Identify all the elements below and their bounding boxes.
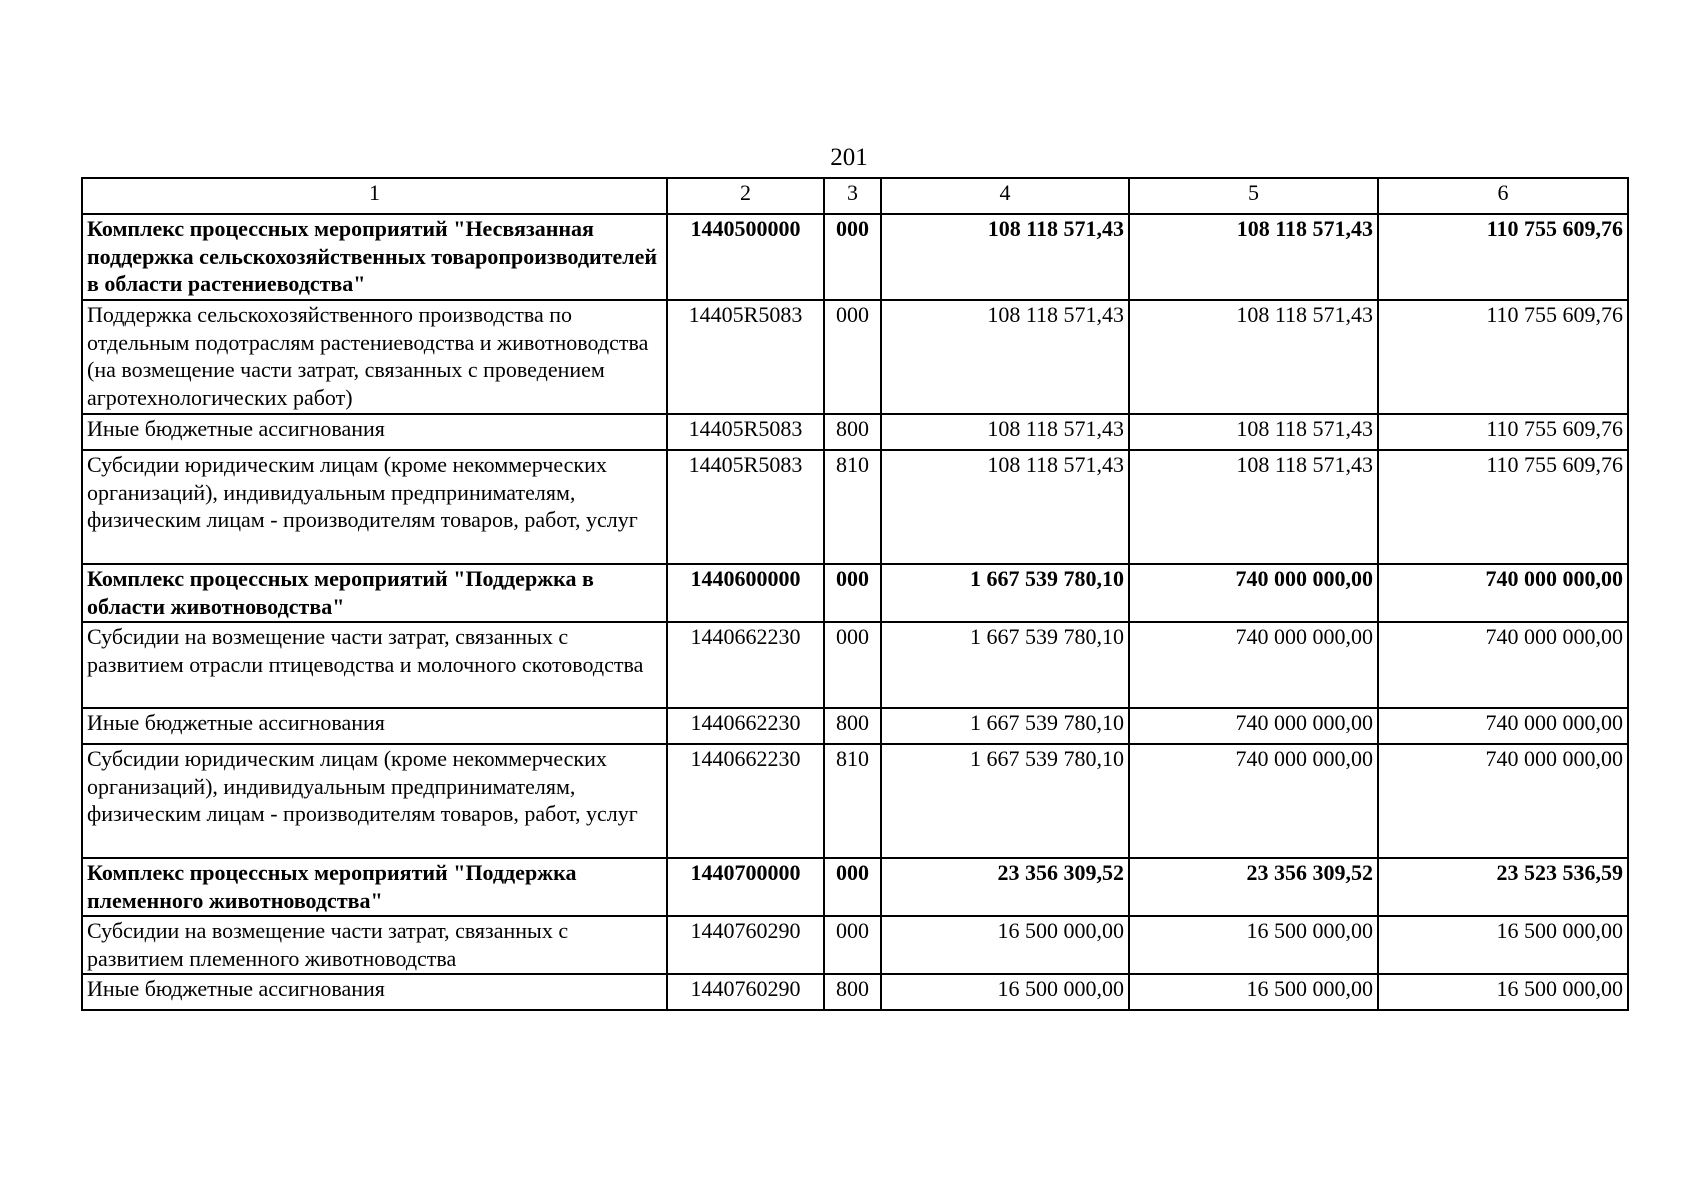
row-code: 1440662230 <box>667 744 824 858</box>
table-row <box>82 858 1628 916</box>
row-name: Иные бюджетные ассигнования <box>82 414 667 450</box>
header-cell-2: 2 <box>667 178 824 214</box>
row-code: 1440662230 <box>667 708 824 744</box>
row-code: 14405R5083 <box>667 450 824 564</box>
row-value-4: 16 500 000,00 <box>881 974 1129 1010</box>
row-kind: 800 <box>824 708 881 744</box>
row-code: 1440662230 <box>667 622 824 708</box>
row-code: 14405R5083 <box>667 414 824 450</box>
table-row <box>82 974 1628 1010</box>
row-value-4: 23 356 309,52 <box>881 858 1129 916</box>
row-value-4: 1 667 539 780,10 <box>881 744 1129 858</box>
table-row <box>82 214 1628 300</box>
row-code: 1440760290 <box>667 916 824 974</box>
row-kind: 000 <box>824 622 881 708</box>
row-value-4: 1 667 539 780,10 <box>881 708 1129 744</box>
header-row <box>82 178 1628 214</box>
row-value-6: 740 000 000,00 <box>1378 564 1628 622</box>
row-value-6: 110 755 609,76 <box>1378 450 1628 564</box>
page-number: 201 <box>830 144 868 171</box>
row-name: Субсидии на возмещение части затрат, связанных с развитием отрасли птицеводства и молочного скотоводства <box>82 622 667 708</box>
row-name: Иные бюджетные ассигнования <box>82 708 667 744</box>
row-name: Субсидии юридическим лицам (кроме некоммерческих организаций), индивидуальным предпринимателям, физическим лицам - производителям товаров, работ, услуг <box>82 744 667 858</box>
table-row <box>82 744 1628 858</box>
row-code: 1440500000 <box>667 214 824 300</box>
row-kind: 810 <box>824 450 881 564</box>
row-kind: 000 <box>824 916 881 974</box>
table-row <box>82 450 1628 564</box>
row-code: 14405R5083 <box>667 300 824 414</box>
row-value-5: 740 000 000,00 <box>1129 564 1378 622</box>
table-row <box>82 300 1628 414</box>
row-kind: 800 <box>824 414 881 450</box>
row-value-4: 16 500 000,00 <box>881 916 1129 974</box>
row-value-5: 23 356 309,52 <box>1129 858 1378 916</box>
row-kind: 000 <box>824 858 881 916</box>
row-value-6: 110 755 609,76 <box>1378 300 1628 414</box>
row-value-5: 740 000 000,00 <box>1129 744 1378 858</box>
row-value-6: 16 500 000,00 <box>1378 974 1628 1010</box>
row-value-6: 110 755 609,76 <box>1378 214 1628 300</box>
header-cell-5: 5 <box>1129 178 1378 214</box>
row-kind: 000 <box>824 300 881 414</box>
table-row <box>82 564 1628 622</box>
row-value-5: 16 500 000,00 <box>1129 974 1378 1010</box>
row-name: Субсидии на возмещение части затрат, связанных с развитием племенного животноводства <box>82 916 667 974</box>
row-value-4: 1 667 539 780,10 <box>881 622 1129 708</box>
row-kind: 000 <box>824 214 881 300</box>
row-kind: 800 <box>824 974 881 1010</box>
row-value-5: 16 500 000,00 <box>1129 916 1378 974</box>
row-value-6: 16 500 000,00 <box>1378 916 1628 974</box>
row-value-5: 740 000 000,00 <box>1129 708 1378 744</box>
row-value-4: 108 118 571,43 <box>881 214 1129 300</box>
row-value-5: 108 118 571,43 <box>1129 300 1378 414</box>
row-value-6: 110 755 609,76 <box>1378 414 1628 450</box>
row-name: Комплекс процессных мероприятий "Несвязанная поддержка сельскохозяйственных товаропроизводителей в области растениеводства" <box>82 214 667 300</box>
row-value-5: 740 000 000,00 <box>1129 622 1378 708</box>
row-name: Иные бюджетные ассигнования <box>82 974 667 1010</box>
row-name: Комплекс процессных мероприятий "Поддержка в области животноводства" <box>82 564 667 622</box>
row-kind: 810 <box>824 744 881 858</box>
header-cell-3: 3 <box>824 178 881 214</box>
row-name: Субсидии юридическим лицам (кроме некоммерческих организаций), индивидуальным предпринимателям, физическим лицам - производителям товаров, работ, услуг <box>82 450 667 564</box>
row-value-5: 108 118 571,43 <box>1129 414 1378 450</box>
row-value-6: 740 000 000,00 <box>1378 622 1628 708</box>
row-value-4: 1 667 539 780,10 <box>881 564 1129 622</box>
row-kind: 000 <box>824 564 881 622</box>
row-code: 1440760290 <box>667 974 824 1010</box>
row-value-6: 740 000 000,00 <box>1378 744 1628 858</box>
header-cell-1: 1 <box>82 178 667 214</box>
table-row <box>82 708 1628 744</box>
row-value-4: 108 118 571,43 <box>881 414 1129 450</box>
row-value-5: 108 118 571,43 <box>1129 214 1378 300</box>
table-row <box>82 916 1628 974</box>
header-cell-4: 4 <box>881 178 1129 214</box>
row-code: 1440600000 <box>667 564 824 622</box>
row-name: Комплекс процессных мероприятий "Поддержка племенного животноводства" <box>82 858 667 916</box>
row-value-6: 23 523 536,59 <box>1378 858 1628 916</box>
row-value-6: 740 000 000,00 <box>1378 708 1628 744</box>
budget-table <box>81 177 1629 1011</box>
row-value-4: 108 118 571,43 <box>881 300 1129 414</box>
row-code: 1440700000 <box>667 858 824 916</box>
row-value-4: 108 118 571,43 <box>881 450 1129 564</box>
row-value-5: 108 118 571,43 <box>1129 450 1378 564</box>
table-row <box>82 622 1628 708</box>
table-row <box>82 414 1628 450</box>
header-cell-6: 6 <box>1378 178 1628 214</box>
row-name: Поддержка сельскохозяйственного производства по отдельным подотраслям растениеводства и животноводства (на возмещение части затрат, связанных с проведением агротехнологических работ) <box>82 300 667 414</box>
